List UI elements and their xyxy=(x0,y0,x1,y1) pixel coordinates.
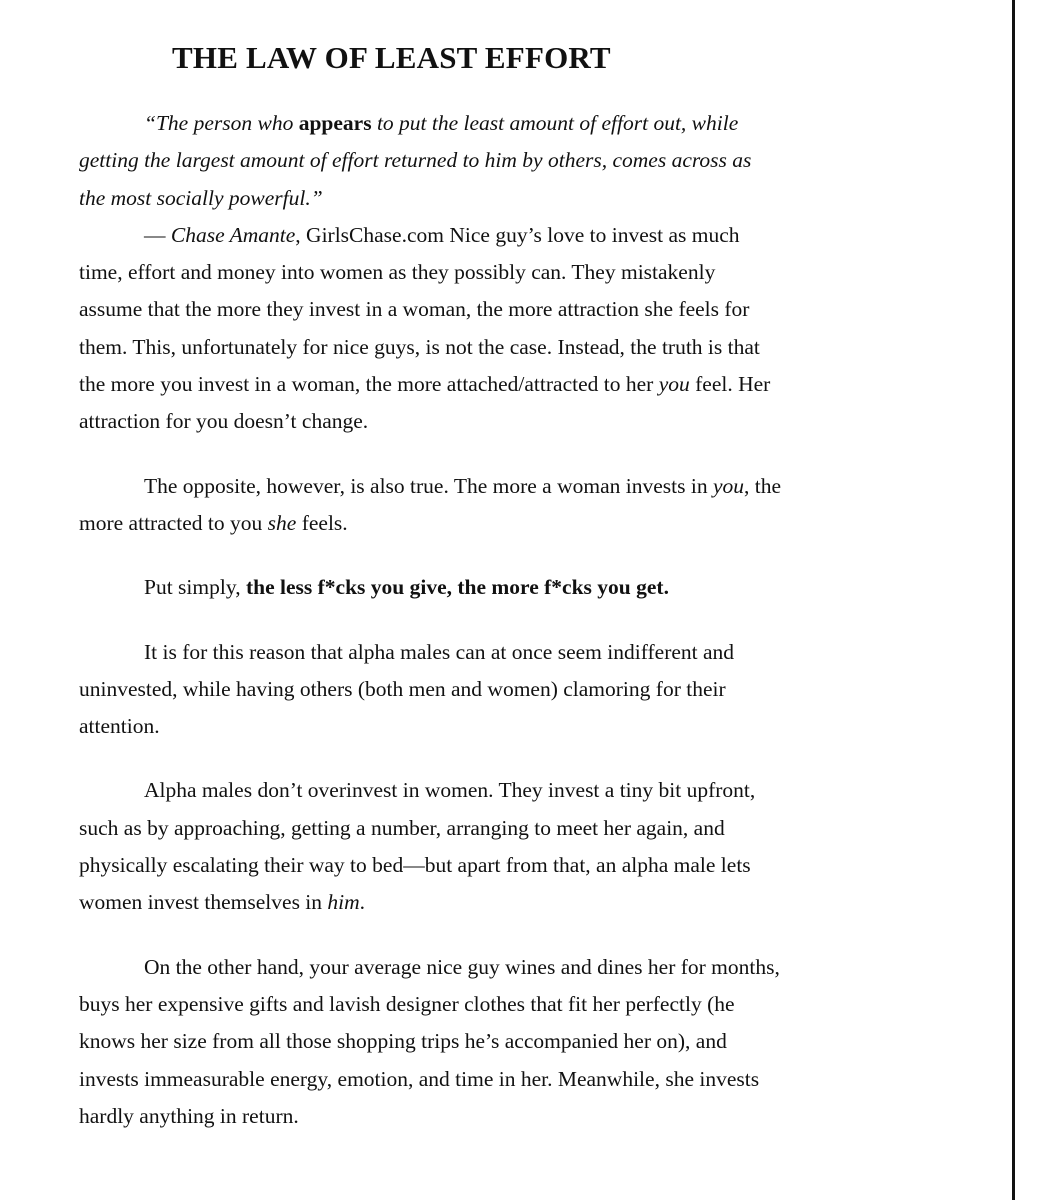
paragraph-6 xyxy=(79,949,897,1135)
p6-line-2: buys her expensive gifts and lavish designer clothes that fit her perfectly (he xyxy=(79,991,735,1016)
p5-line-4: women invest themselves in him. xyxy=(79,890,366,915)
epigraph-quote xyxy=(79,105,897,217)
p3-line-1: Put simply, the less f*cks you give, the more f*cks you get. xyxy=(144,575,669,600)
paragraph-4 xyxy=(79,634,897,746)
quote-author: Chase Amante xyxy=(170,222,296,247)
quote-line-2: getting the largest amount of effort returned to him by others, comes across as xyxy=(79,148,752,173)
p5-line-3: physically escalating their way to bed—but apart from that, an alpha male lets xyxy=(79,853,751,878)
p5-line-1: Alpha males don’t overinvest in women. They invest a tiny bit upfront, xyxy=(144,778,756,803)
p4-line-1: It is for this reason that alpha males can at once seem indifferent and xyxy=(144,639,735,664)
p5-line-2: such as by approaching, getting a number, arranging to meet her again, and xyxy=(79,815,725,840)
quote-line-3: the most socially powerful.” xyxy=(79,185,323,210)
key-phrase: the less f*cks you give, the more f*cks you get. xyxy=(245,575,669,600)
p2-line-1: The opposite, however, is also true. The more a woman invests in you, the xyxy=(144,473,782,498)
page-edge-border xyxy=(1012,0,1046,1200)
p1-line-4: the more you invest in a woman, the more attached/attracted to her you feel. Her xyxy=(79,372,771,397)
p1-line-1: time, effort and money into women as they possibly can. They mistakenly xyxy=(79,260,716,285)
paragraph-5 xyxy=(79,772,897,921)
body-text xyxy=(79,105,897,1135)
p6-line-4: invests immeasurable energy, emotion, and time in her. Meanwhile, she invests xyxy=(79,1066,760,1091)
quote-line-1: “The person who appears to put the least amount of effort out, while xyxy=(144,111,739,135)
p1-line-2: assume that the more they invest in a woman, the more attraction she feels for xyxy=(79,297,750,322)
paragraph-2 xyxy=(79,468,897,543)
p4-line-3: attention. xyxy=(79,714,160,739)
p6-line-3: knows her size from all those shopping trips he’s accompanied her on), and xyxy=(79,1029,727,1054)
page-title: THE LAW OF LEAST EFFORT xyxy=(172,40,611,75)
p2-line-2: more attracted to you she feels. xyxy=(79,510,348,535)
p6-line-1: On the other hand, your average nice guy wines and dines her for months, xyxy=(144,954,780,979)
paragraph-3 xyxy=(79,569,897,606)
quote-emphasis: appears xyxy=(298,111,372,135)
p6-line-5: hardly anything in return. xyxy=(79,1103,299,1128)
attribution-line: — Chase Amante, GirlsChase.com Nice guy’s love to invest as much xyxy=(144,222,740,247)
p4-line-2: uninvested, while having others (both men and women) clamoring for their xyxy=(79,676,726,701)
p1-line-5: attraction for you doesn’t change. xyxy=(79,409,369,434)
p1-line-3: them. This, unfortunately for nice guys, is not the case. Instead, the truth is that xyxy=(79,334,760,359)
paragraph-1 xyxy=(79,217,897,441)
